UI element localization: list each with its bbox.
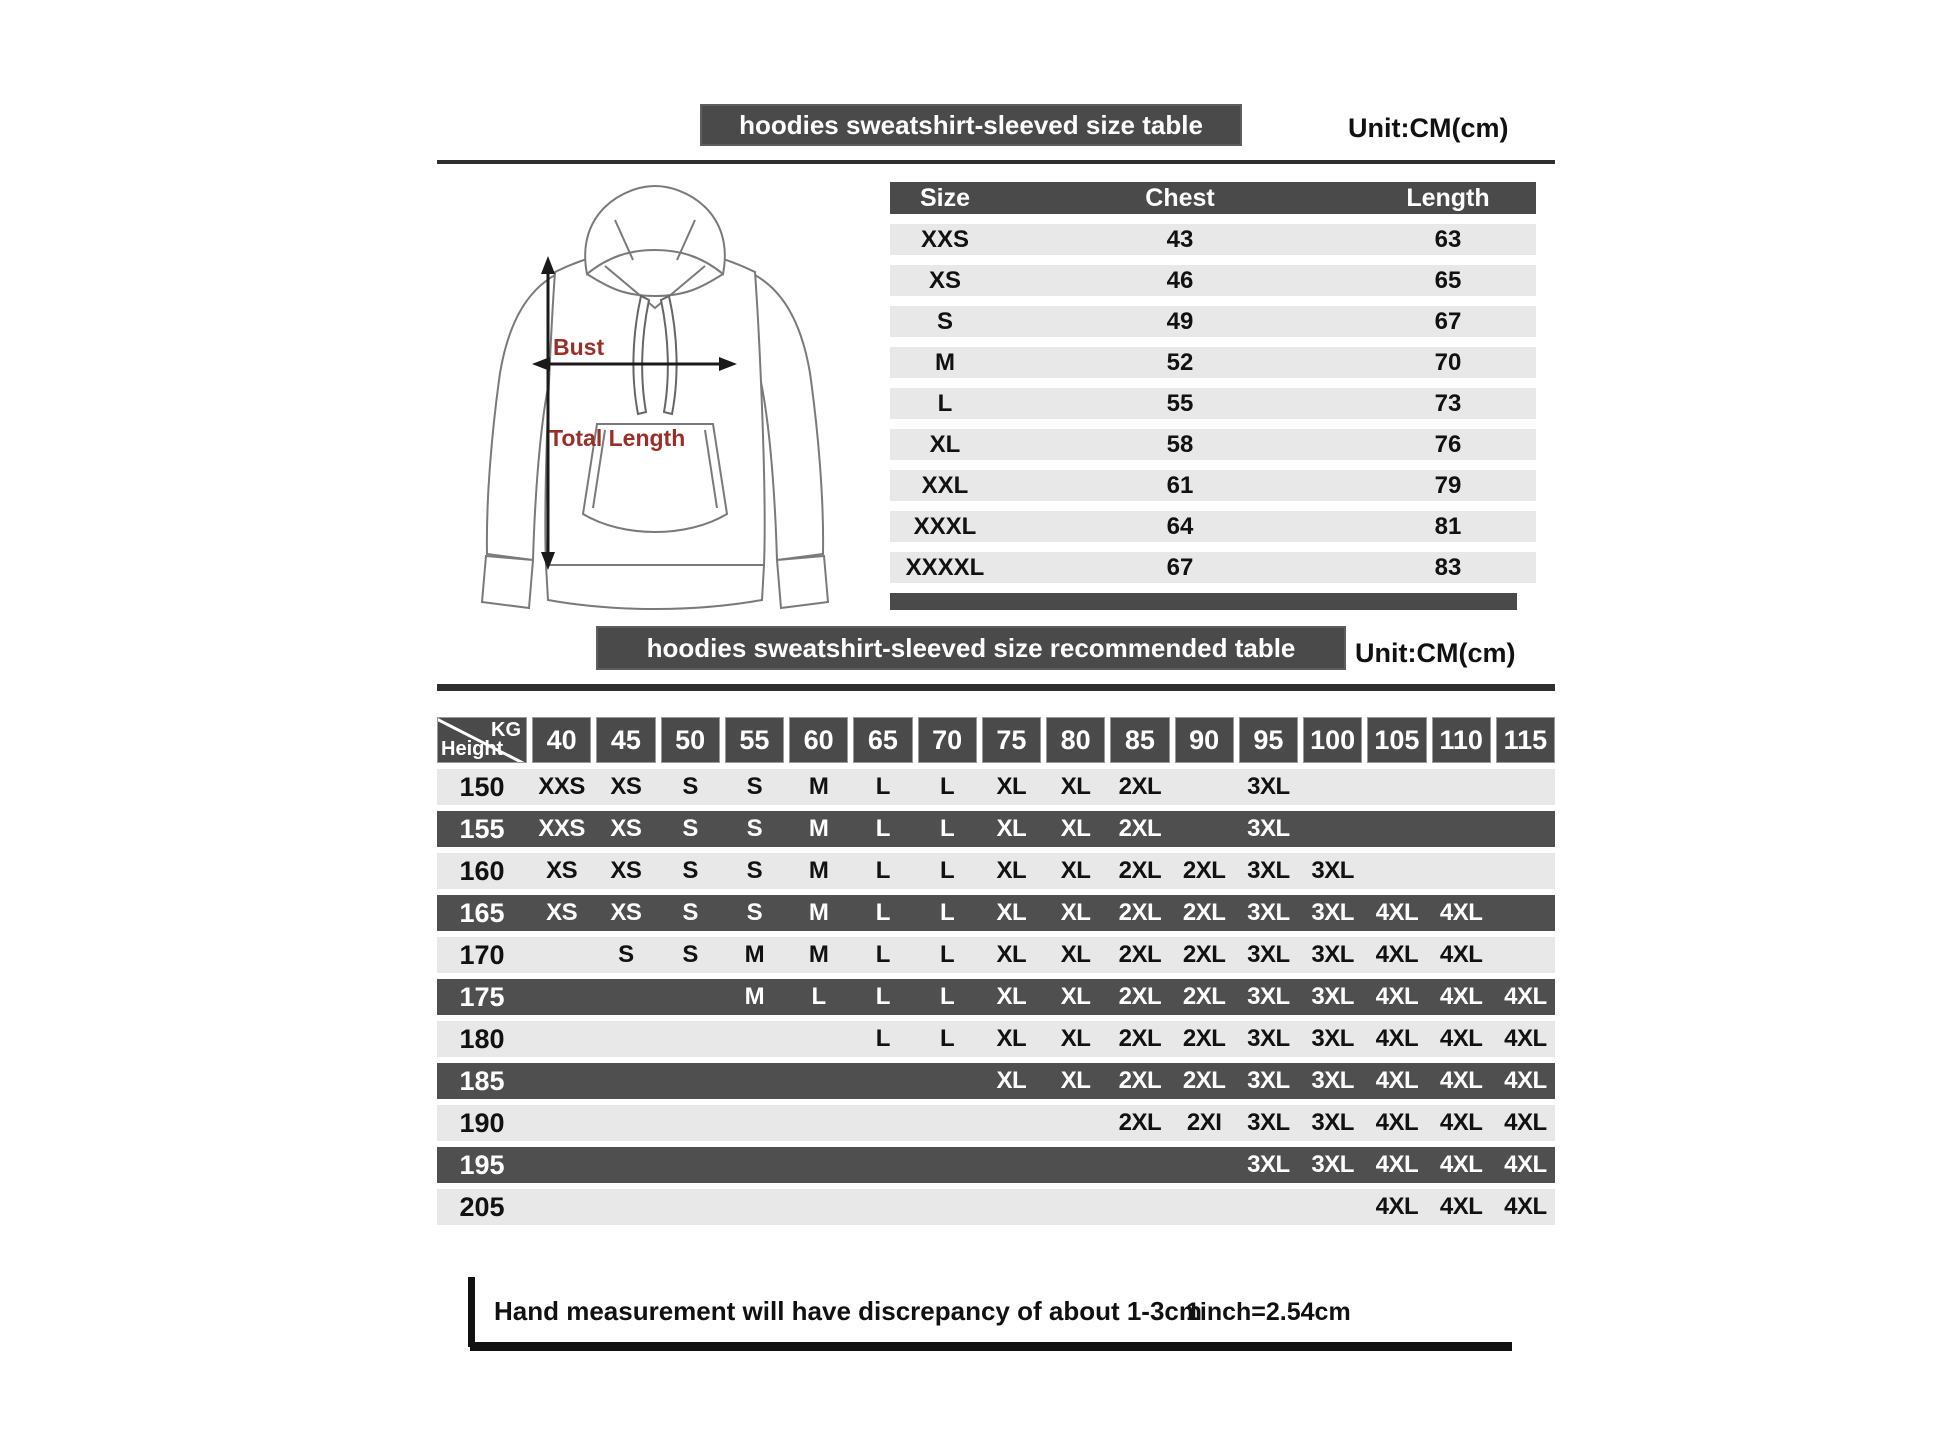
inch-conversion-note: 1inch=2.54cm: [1186, 1298, 1351, 1326]
recommended-size-cell: 4XL: [1375, 1109, 1419, 1136]
recommended-table-row: [437, 853, 1555, 889]
recommended-size-cell: XL: [1060, 983, 1091, 1010]
recommended-size-cell: 2XL: [1118, 1067, 1162, 1094]
recommended-size-cell: XXS: [538, 773, 585, 800]
measurement-discrepancy-note: Hand measurement will have discrepancy of about 1-3cm: [494, 1296, 1203, 1326]
height-label: 155: [459, 813, 505, 844]
size-table-cell: 61: [1166, 471, 1194, 499]
size-table-cell: 58: [1166, 430, 1194, 458]
recommended-table-row: [437, 937, 1555, 973]
note-underline: [470, 1342, 1512, 1351]
kg-height-corner-cell: [437, 717, 527, 763]
recommended-size-cell: XL: [1060, 1025, 1091, 1052]
matrix-header-row: [437, 717, 1555, 763]
recommended-size-cell: XL: [996, 941, 1027, 968]
recommended-size-cell: L: [875, 857, 890, 884]
corner-height-label: Height: [441, 738, 504, 760]
size-table-header: [890, 182, 1536, 214]
recommended-size-matrix: [437, 717, 1555, 1225]
recommended-size-cell: M: [744, 983, 765, 1010]
hoodie-measurement-diagram: [445, 168, 865, 618]
size-table-title-text: hoodies sweatshirt-sleeved size table: [739, 109, 1203, 140]
col-header-size: Size: [919, 183, 971, 212]
recommended-size-cell: 2XL: [1118, 899, 1162, 926]
recommended-size-cell: L: [875, 983, 890, 1010]
recommended-table-row: [437, 769, 1555, 805]
recommended-size-cell: 4XL: [1439, 983, 1483, 1010]
height-label: 180: [459, 1023, 505, 1054]
recommended-size-cell: S: [682, 941, 698, 968]
recommended-size-cell: L: [811, 983, 826, 1010]
size-table-cell: 70: [1434, 348, 1462, 376]
recommended-size-cell: 4XL: [1504, 1109, 1547, 1136]
size-table-cell: XXXL: [913, 512, 977, 540]
size-table-row: [890, 470, 1536, 501]
recommended-size-cell: L: [940, 983, 955, 1010]
height-label: 205: [459, 1191, 505, 1222]
recommended-size-cell: L: [875, 815, 890, 842]
recommended-size-cell: 3XL: [1311, 857, 1354, 884]
recommended-table-row: [437, 811, 1555, 847]
recommended-size-cell: 2XL: [1182, 983, 1226, 1010]
size-table-cell: 63: [1434, 225, 1462, 253]
height-label: 185: [459, 1065, 505, 1096]
recommended-size-cell: M: [808, 941, 829, 968]
note-left-bar: [468, 1277, 475, 1347]
size-table-row: [890, 552, 1536, 583]
recommended-size-cell: L: [875, 1025, 890, 1052]
recommended-size-cell: 3XL: [1247, 773, 1290, 800]
recommended-size-cell: 2XL: [1182, 941, 1226, 968]
weight-column-header: 90: [1175, 717, 1234, 763]
unit-label-top: Unit:CM(cm): [1348, 113, 1509, 143]
size-table-cell: 52: [1166, 348, 1194, 376]
weight-column-header: 105: [1367, 717, 1426, 763]
size-table-body: [890, 224, 1536, 583]
size-table-cell: 73: [1434, 389, 1462, 417]
recommended-size-cell: 3XL: [1247, 815, 1290, 842]
recommended-table-row: [437, 1189, 1555, 1225]
size-table-cell: XXXXL: [905, 553, 985, 581]
recommended-size-cell: 4XL: [1375, 1025, 1419, 1052]
size-table-cell: L: [937, 389, 953, 417]
recommended-size-cell: 2XL: [1182, 1067, 1226, 1094]
weight-column-header: 70: [918, 717, 977, 763]
recommended-size-cell: XL: [996, 773, 1027, 800]
recommended-table-row: [437, 1063, 1555, 1099]
size-table-cell: 65: [1434, 266, 1462, 294]
recommended-size-cell: XL: [1060, 1067, 1091, 1094]
weight-column-header: 100: [1303, 717, 1362, 763]
size-table-cell: XXS: [920, 225, 970, 253]
recommended-size-cell: S: [746, 899, 763, 926]
corner-kg-label: KG: [491, 719, 521, 741]
weight-column-header: 75: [982, 717, 1041, 763]
recommended-size-cell: XL: [1060, 941, 1091, 968]
recommended-size-cell: M: [808, 899, 829, 926]
recommended-size-cell: S: [682, 857, 698, 884]
recommended-size-cell: 4XL: [1504, 1193, 1547, 1220]
size-table-row: [890, 306, 1536, 337]
recommended-size-cell: XS: [610, 815, 642, 842]
size-table-cell: 67: [1434, 307, 1462, 335]
recommended-size-cell: 3XL: [1311, 1109, 1354, 1136]
recommended-size-cell: S: [682, 815, 698, 842]
recommended-size-cell: 3XL: [1247, 1109, 1290, 1136]
recommended-size-cell: M: [808, 773, 829, 800]
recommended-size-cell: XL: [996, 983, 1027, 1010]
recommended-table-title-text: hoodies sweatshirt-sleeved size recommended table: [646, 632, 1296, 663]
recommended-size-cell: 2XL: [1118, 983, 1162, 1010]
recommended-size-cell: L: [875, 899, 890, 926]
recommended-table-title: [596, 626, 1346, 670]
size-table-footer-bar: [890, 593, 1517, 610]
recommended-size-cell: 3XL: [1247, 941, 1290, 968]
weight-column-header: 65: [853, 717, 912, 763]
recommended-size-cell: L: [875, 773, 890, 800]
recommended-size-cell: 4XL: [1439, 941, 1483, 968]
recommended-size-cell: XXS: [538, 815, 585, 842]
recommended-size-cell: XS: [610, 773, 642, 800]
size-table-row: [890, 429, 1536, 460]
recommended-size-cell: 2XL: [1118, 857, 1162, 884]
recommended-size-cell: 3XL: [1247, 857, 1290, 884]
divider-line-bottom: [437, 684, 1555, 691]
recommended-size-cell: XL: [996, 815, 1027, 842]
hoodie-line-drawing: [445, 168, 865, 618]
recommended-size-cell: XS: [546, 857, 578, 884]
recommended-size-cell: 4XL: [1439, 1025, 1483, 1052]
weight-column-header: 115: [1496, 717, 1555, 763]
recommended-size-cell: 3XL: [1311, 941, 1354, 968]
recommended-size-cell: XL: [996, 1067, 1027, 1094]
recommended-size-cell: L: [940, 899, 955, 926]
recommended-size-cell: XS: [610, 857, 642, 884]
total-length-label: Total Length: [549, 425, 686, 451]
size-table-row: [890, 224, 1536, 255]
recommended-size-cell: L: [940, 773, 955, 800]
size-table-cell: 49: [1166, 307, 1194, 335]
recommended-size-cell: XL: [1060, 857, 1091, 884]
size-table-row: [890, 265, 1536, 296]
recommended-size-cell: 3XL: [1311, 983, 1354, 1010]
size-table-cell: M: [935, 348, 955, 376]
recommended-size-cell: XL: [996, 899, 1027, 926]
recommended-size-cell: L: [940, 815, 955, 842]
recommended-size-cell: 2XL: [1118, 815, 1162, 842]
size-table-cell: XS: [928, 266, 961, 294]
recommended-size-cell: 3XL: [1247, 1025, 1290, 1052]
divider-line-top: [437, 160, 1555, 164]
recommended-size-cell: 2XL: [1118, 1025, 1162, 1052]
height-label: 150: [459, 771, 505, 802]
weight-column-header: 80: [1046, 717, 1105, 763]
size-table-cell: XXL: [921, 471, 969, 499]
height-label: 170: [459, 939, 505, 970]
recommended-size-cell: 2XI: [1186, 1109, 1222, 1136]
recommended-size-cell: L: [940, 941, 955, 968]
size-table-cell: 64: [1166, 512, 1194, 540]
recommended-size-cell: 4XL: [1439, 1109, 1483, 1136]
size-table-row: [890, 388, 1536, 419]
recommended-size-cell: 4XL: [1375, 1151, 1419, 1178]
size-table-cell: 55: [1166, 389, 1194, 417]
recommended-size-cell: S: [682, 773, 698, 800]
recommended-size-cell: L: [875, 941, 890, 968]
recommended-size-cell: XL: [996, 857, 1027, 884]
size-table-cell: 83: [1434, 553, 1462, 581]
height-label: 195: [459, 1149, 505, 1180]
recommended-size-cell: 4XL: [1439, 1151, 1483, 1178]
recommended-size-cell: 4XL: [1375, 1193, 1419, 1220]
size-table-cell: 79: [1434, 471, 1462, 499]
col-header-chest: Chest: [1145, 183, 1215, 212]
recommended-size-cell: 3XL: [1247, 1151, 1290, 1178]
recommended-size-cell: 3XL: [1247, 899, 1290, 926]
weight-column-header: 85: [1110, 717, 1169, 763]
recommended-size-cell: 4XL: [1375, 899, 1419, 926]
recommended-table-row: [437, 1105, 1555, 1141]
recommended-size-cell: M: [808, 815, 829, 842]
weight-column-header: 55: [725, 717, 784, 763]
size-table-cell: 76: [1434, 430, 1462, 458]
size-table-row: [890, 511, 1536, 542]
size-table: [890, 182, 1536, 610]
recommended-size-cell: 4XL: [1375, 941, 1419, 968]
recommended-size-cell: 2XL: [1118, 941, 1162, 968]
recommended-size-cell: 4XL: [1439, 1193, 1483, 1220]
height-label: 190: [459, 1107, 505, 1138]
unit-label-bottom: Unit:CM(cm): [1355, 638, 1516, 668]
size-table-cell: S: [936, 307, 953, 335]
recommended-size-cell: 3XL: [1311, 899, 1354, 926]
size-table-cell: 46: [1166, 266, 1194, 294]
recommended-size-cell: 3XL: [1247, 1067, 1290, 1094]
recommended-size-cell: 4XL: [1439, 1067, 1483, 1094]
recommended-size-cell: 4XL: [1439, 899, 1483, 926]
recommended-size-cell: S: [682, 899, 698, 926]
recommended-size-cell: 2XL: [1182, 899, 1226, 926]
recommended-size-cell: S: [746, 857, 763, 884]
recommended-size-cell: 2XL: [1182, 1025, 1226, 1052]
size-table-row: [890, 347, 1536, 378]
recommended-size-cell: 3XL: [1247, 983, 1290, 1010]
recommended-size-cell: S: [746, 773, 763, 800]
recommended-table-row: [437, 1147, 1555, 1183]
recommended-size-cell: XL: [1060, 773, 1091, 800]
weight-column-header: 60: [789, 717, 848, 763]
recommended-size-cell: 2XL: [1118, 773, 1162, 800]
recommended-size-cell: 4XL: [1504, 1067, 1547, 1094]
size-table-cell: 67: [1166, 553, 1194, 581]
recommended-size-cell: XL: [1060, 815, 1091, 842]
size-table-title: [700, 104, 1242, 146]
recommended-size-cell: 3XL: [1311, 1025, 1354, 1052]
recommended-size-cell: 4XL: [1504, 983, 1547, 1010]
recommended-table-row: [437, 895, 1555, 931]
weight-column-header: 40: [532, 717, 591, 763]
recommended-size-cell: L: [940, 1025, 955, 1052]
weight-column-header: 95: [1239, 717, 1298, 763]
recommended-size-cell: 2XL: [1118, 1109, 1162, 1136]
size-table-cell: 81: [1434, 512, 1462, 540]
recommended-size-cell: XS: [546, 899, 578, 926]
recommended-size-cell: XL: [1060, 899, 1091, 926]
height-label: 175: [459, 981, 505, 1012]
recommended-size-cell: 2XL: [1182, 857, 1226, 884]
recommended-size-cell: S: [746, 815, 763, 842]
recommended-size-cell: XS: [610, 899, 642, 926]
matrix-body: [437, 769, 1555, 1225]
recommended-table-row: [437, 1021, 1555, 1057]
recommended-size-cell: L: [940, 857, 955, 884]
weight-column-header: 45: [596, 717, 655, 763]
recommended-size-cell: S: [618, 941, 634, 968]
recommended-size-cell: 4XL: [1504, 1025, 1547, 1052]
recommended-size-cell: 4XL: [1375, 1067, 1419, 1094]
size-table-cell: 43: [1166, 225, 1194, 253]
recommended-size-cell: 4XL: [1375, 983, 1419, 1010]
size-table-cell: XL: [929, 430, 961, 458]
height-label: 165: [459, 897, 505, 928]
height-label: 160: [459, 855, 505, 886]
col-header-length: Length: [1406, 183, 1490, 212]
weight-column-header: 50: [661, 717, 720, 763]
recommended-size-cell: M: [808, 857, 829, 884]
weight-column-header: 110: [1432, 717, 1491, 763]
recommended-size-cell: 4XL: [1504, 1151, 1547, 1178]
bust-label: Bust: [553, 334, 605, 360]
recommended-table-row: [437, 979, 1555, 1015]
recommended-size-cell: 3XL: [1311, 1067, 1354, 1094]
recommended-size-cell: 3XL: [1311, 1151, 1354, 1178]
recommended-size-cell: M: [744, 941, 765, 968]
recommended-size-cell: XL: [996, 1025, 1027, 1052]
